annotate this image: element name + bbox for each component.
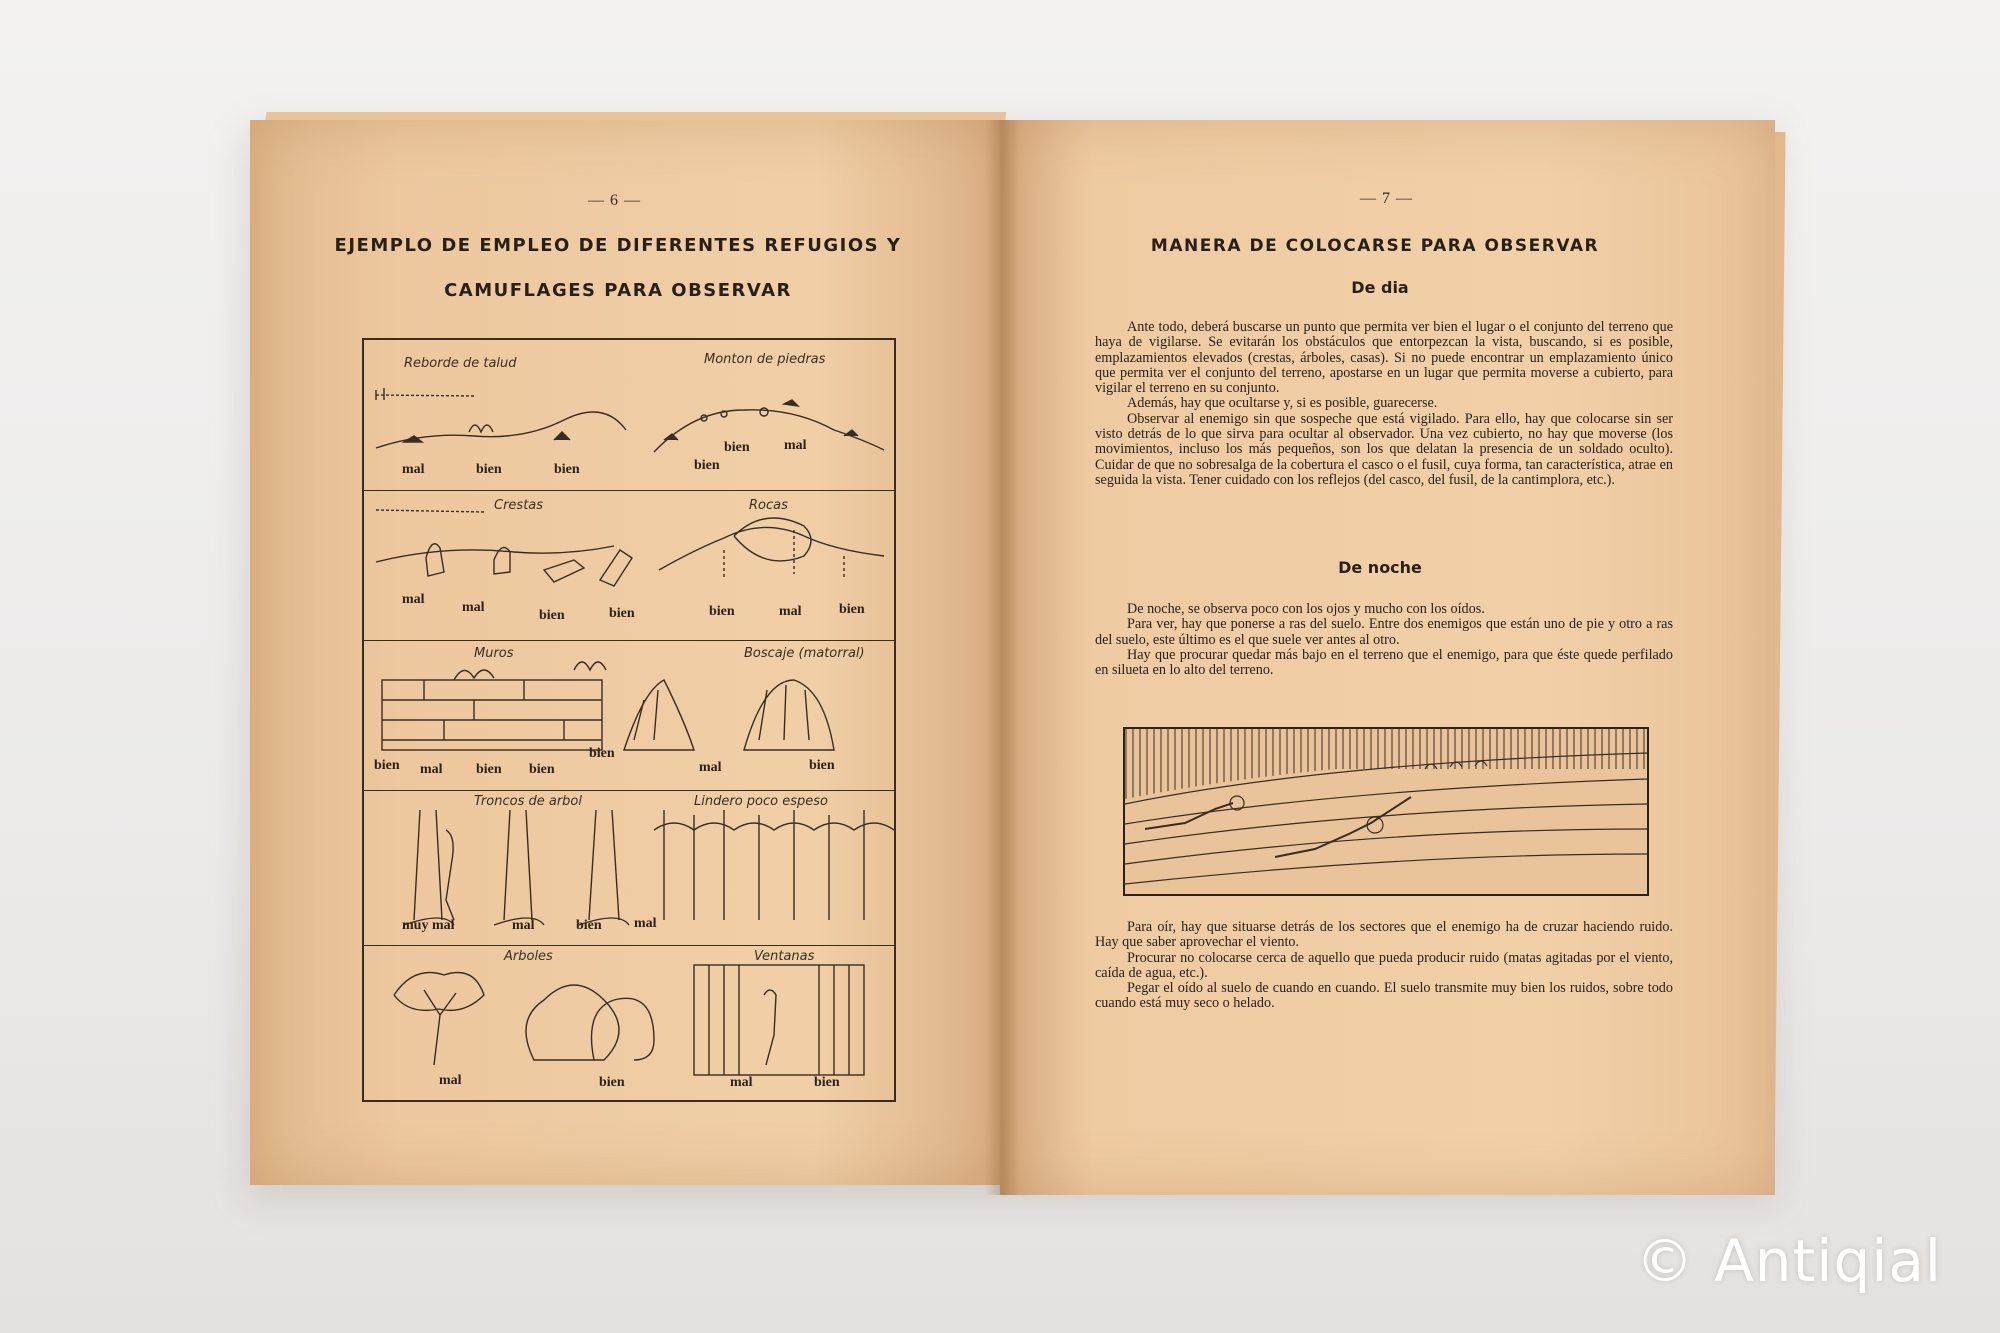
tag-mal: mal (420, 762, 443, 777)
tag-bien: bien (609, 606, 635, 621)
tag-mal: mal (402, 462, 425, 477)
hearing-text (1095, 920, 1673, 1012)
plate-row (364, 945, 894, 1100)
plate-row (364, 340, 894, 491)
caption-troncos: Troncos de arbol (474, 794, 582, 809)
tag-bien: bien (589, 746, 615, 761)
illustration-plate (362, 338, 896, 1102)
day-text (1095, 320, 1673, 488)
tag-bien: bien (476, 462, 502, 477)
tag-bien: bien (814, 1075, 840, 1090)
plate-row (364, 640, 894, 791)
tag-mal: mal (730, 1075, 753, 1090)
tag-bien: bien (694, 458, 720, 473)
night-subheading: De noche (1338, 558, 1422, 577)
hearing-paragraph: Procurar no colocarse cerca de aquello que pueda producir ruido (matas agitadas por el viento, caída de agua, etc.). (1095, 949, 1673, 981)
night-paragraph: Hay que procurar quedar más bajo en el terreno que el enemigo, para que éste quede perfilado en silueta en lo alto del terreno. (1095, 646, 1673, 679)
tag-bien: bien (554, 462, 580, 477)
book-gutter (985, 120, 1020, 1195)
caption-crestas: Crestas (494, 498, 544, 513)
tag-mal: mal (784, 438, 807, 453)
caption-ventanas: Ventanas (754, 949, 815, 964)
night-paragraph: Para ver, hay que ponerse a ras del suelo. Entre dos enemigos que están uno de pie y otro a ras del suelo, este último es el que suele ver antes al otro. (1095, 616, 1673, 648)
tag-mal: mal (439, 1073, 462, 1088)
night-text (1095, 602, 1673, 678)
tag-bien: bien (724, 440, 750, 455)
tag-muy-mal: muy mal (402, 918, 455, 933)
hearing-paragraph: Para oír, hay que situarse detrás de los sectores que el enemigo ha de cruzar haciendo ruido. Hay que saber aprovechar el viento. (1095, 919, 1673, 951)
right-heading: MANERA DE COLOCARSE PARA OBSERVAR (1150, 236, 1600, 256)
hearing-paragraph: Pegar el oído al suelo de cuando en cuando. El suelo transmite muy bien los ruidos, sobre todo cuando está muy seco o helado. (1095, 980, 1673, 1012)
watermark: © Antiqial (1635, 1227, 1942, 1295)
tag-mal: mal (512, 918, 535, 933)
tag-bien: bien (529, 762, 555, 777)
night-paragraph: De noche, se observa poco con los ojos y mucho con los oídos. (1127, 601, 1485, 617)
tag-mal: mal (699, 760, 722, 775)
tag-bien: bien (709, 604, 735, 619)
tag-bien: bien (599, 1075, 625, 1090)
left-heading-line1: EJEMPLO DE EMPLEO DE DIFERENTES REFUGIOS Y (334, 235, 902, 256)
tag-mal: mal (462, 600, 485, 615)
tag-bien: bien (374, 758, 400, 773)
tag-bien: bien (539, 608, 565, 623)
page-number-left: — 6 — (588, 192, 641, 209)
tag-bien: bien (576, 918, 602, 933)
caption-arboles: Arboles (504, 949, 553, 964)
tag-bien: bien (476, 762, 502, 777)
caption-lindero: Lindero poco espeso (694, 794, 828, 809)
plate-row (364, 490, 894, 641)
caption-rocas: Rocas (749, 498, 788, 513)
tag-bien: bien (809, 758, 835, 773)
tag-mal: mal (779, 604, 802, 619)
night-illustration (1123, 727, 1649, 896)
left-heading-line2: CAMUFLAGES PARA OBSERVAR (444, 280, 792, 301)
page-number-right: — 7 — (1360, 190, 1413, 207)
caption-boscaje: Boscaje (matorral) (744, 646, 865, 661)
day-subheading: De dia (1351, 278, 1409, 297)
caption-muros: Muros (474, 646, 514, 661)
day-paragraph: Ante todo, deberá buscarse un punto que permita ver bien el lugar o el conjunto del terreno que haya de vigilarse. Se evitarán los obstáculos que entorpezcan la vista, buscando, si es posible, emplazamientos elevados (crestas, árboles, casas). Si no puede encontrar un emplazamiento único que permita ver el conjunto del terreno, apostarse en un lugar que permita moverse a cubierto, para vigilar el terreno en su conjunto. (1095, 319, 1673, 397)
tag-mal: mal (402, 592, 425, 607)
tag-mal: mal (634, 916, 657, 931)
night-scene-drawing (1125, 729, 1647, 894)
caption-reborde: Reborde de talud (404, 356, 517, 371)
tag-bien: bien (839, 602, 865, 617)
day-paragraph: Además, hay que ocultarse y, si es posible, guarecerse. (1127, 395, 1438, 412)
plate-row (364, 790, 894, 946)
day-paragraph: Observar al enemigo sin que sospeche que está vigilado. Para ello, hay que colocarse sin ser visto detrás de lo que sirva para ocultar al observador. Una vez cubierto, no hay que moverse (los movimientos, incluso los más pequeños, son los que delatan la presencia de un soldado oculto). Cuidar de que no sobresalga de la cobertura el casco o el fusil, cuya forma, tan característica, atrae en seguida la vista. Tener cuidado con los reflejos (del casco, del fusil, de la cantimplora, etc.). (1095, 410, 1673, 488)
caption-monton: Monton de piedras (704, 352, 826, 367)
